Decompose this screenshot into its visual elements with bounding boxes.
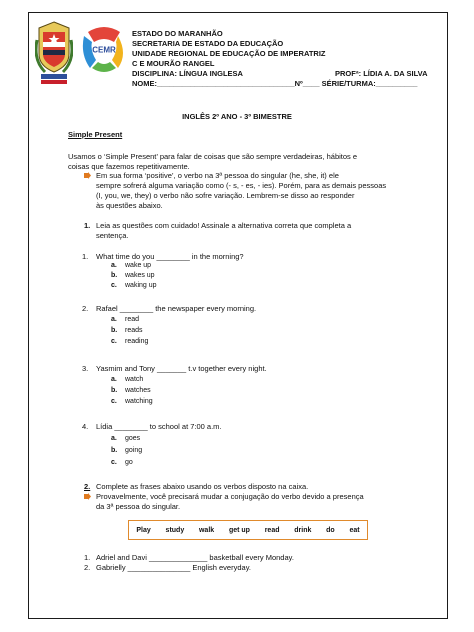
bullet-line-1: Em sua forma ‘positive’, o verbo na 3ª pessoa do singular (he, she, it) ele — [96, 171, 339, 180]
verb-word: get up — [228, 526, 250, 534]
verb-word: eat — [349, 526, 360, 534]
question-4-text: Lídia ________ to school at 7:00 a.m. — [96, 422, 222, 431]
option-letter[interactable]: b. — [111, 387, 118, 394]
question-2-number: 2. — [82, 304, 89, 313]
option-letter[interactable]: a. — [111, 316, 117, 323]
state-seal-logo — [35, 20, 73, 92]
verb-word: read — [264, 526, 280, 534]
verb-word: walk — [198, 526, 215, 534]
header-line-4: C E MOURÃO RANGEL — [132, 59, 215, 68]
verb-word: do — [326, 526, 335, 534]
exercise-1-number: 1. — [84, 221, 91, 230]
option-letter[interactable]: c. — [111, 459, 117, 466]
sentence-2-number: 2. — [84, 563, 91, 572]
option-letter[interactable]: c. — [111, 338, 117, 345]
question-1-number: 1. — [82, 252, 89, 261]
arrow-bullet-icon — [84, 172, 91, 179]
discipline-label: DISCIPLINA: LÍNGUA INGLESA — [132, 69, 243, 78]
bullet-line-3: (I, you, we, they) o verbo não sofre variação. Lembrem-se disso ao responder — [96, 191, 355, 200]
option-text[interactable]: go — [125, 459, 133, 466]
option-text[interactable]: going — [125, 447, 143, 454]
verb-word: study — [165, 526, 185, 534]
intro-line-2: coisas que fazemos repetitivamente. — [68, 162, 190, 171]
sentence-2-text: Gabrielly _______________ English everyday. — [96, 563, 251, 572]
verb-word: Play — [136, 526, 151, 534]
cemr-logo — [82, 24, 126, 76]
option-text[interactable]: goes — [125, 435, 141, 442]
question-4-number: 4. — [82, 422, 89, 431]
option-letter[interactable]: a. — [111, 376, 117, 383]
option-text[interactable]: watches — [125, 387, 151, 394]
option-text[interactable]: watching — [125, 398, 153, 405]
sentence-1-number: 1. — [84, 553, 91, 562]
option-text[interactable]: reads — [125, 327, 143, 334]
exercise-1-instruction-1: Leia as questões com cuidado! Assinale a alternativa correta que completa a — [96, 221, 352, 230]
option-letter[interactable]: b. — [111, 327, 118, 334]
header-line-2: SECRETARIA DE ESTADO DA EDUCAÇÃO — [132, 39, 284, 48]
option-letter[interactable]: c. — [111, 398, 117, 405]
sentence-1-text: Adriel and Davi ______________ basketball every Monday. — [96, 553, 294, 562]
arrow-bullet-icon — [84, 493, 91, 500]
exercise-2-bullet-2: da 3ª pessoa do singular. — [96, 502, 181, 511]
exercise-2-bullet-1: Provavelmente, você precisará mudar a conjugação do verbo devido a presença — [96, 492, 364, 501]
bullet-line-4: às questões abaixo. — [96, 201, 163, 210]
option-text[interactable]: watch — [125, 376, 144, 383]
question-1-text: What time do you ________ in the morning? — [96, 252, 244, 261]
option-text[interactable]: wakes up — [125, 272, 155, 279]
page-title: INGLÊS 2º ANO - 3º BIMESTRE — [182, 112, 292, 121]
exercise-2-number: 2. — [84, 482, 91, 491]
verb-box — [128, 520, 368, 540]
option-letter[interactable]: c. — [111, 282, 117, 289]
option-letter[interactable]: b. — [111, 447, 118, 454]
name-line: NOME:_________________________________Nº____ SÉRIE/TURMA:__________ — [132, 79, 418, 88]
intro-line-1: Usamos o ‘Simple Present’ para falar de coisas que são sempre verdadeiras, hábitos e — [68, 152, 358, 161]
option-text[interactable]: waking up — [125, 282, 157, 289]
header-line-1: ESTADO DO MARANHÃO — [132, 29, 223, 38]
exercise-2-instruction: Complete as frases abaixo usando os verbos disposto na caixa. — [96, 482, 309, 491]
question-3-number: 3. — [82, 364, 89, 373]
option-letter[interactable]: a. — [111, 262, 117, 269]
question-2-text: Rafael ________ the newspaper every morning. — [96, 304, 257, 313]
cemr-logo-text: CEMR — [92, 45, 116, 55]
exercise-1-instruction-2: sentença. — [96, 231, 129, 240]
option-text[interactable]: reading — [125, 338, 149, 345]
option-text[interactable]: read — [125, 316, 140, 323]
bullet-line-2: sempre sofrerá alguma variação como (- s, - es, - ies). Porém, para as demais pessoas — [96, 181, 387, 190]
option-letter[interactable]: b. — [111, 272, 118, 279]
question-3-text: Yasmim and Tony _______ t.v together every night. — [96, 364, 267, 373]
option-letter[interactable]: a. — [111, 435, 117, 442]
option-text[interactable]: wake up — [125, 262, 152, 269]
header-line-3: UNIDADE REGIONAL DE EDUCAÇÃO DE IMPERATRIZ — [132, 49, 326, 58]
verb-word: drink — [294, 526, 312, 534]
teacher-label: PROFª: LÍDIA A. DA SILVA — [335, 69, 428, 78]
section-title: Simple Present — [68, 130, 123, 139]
